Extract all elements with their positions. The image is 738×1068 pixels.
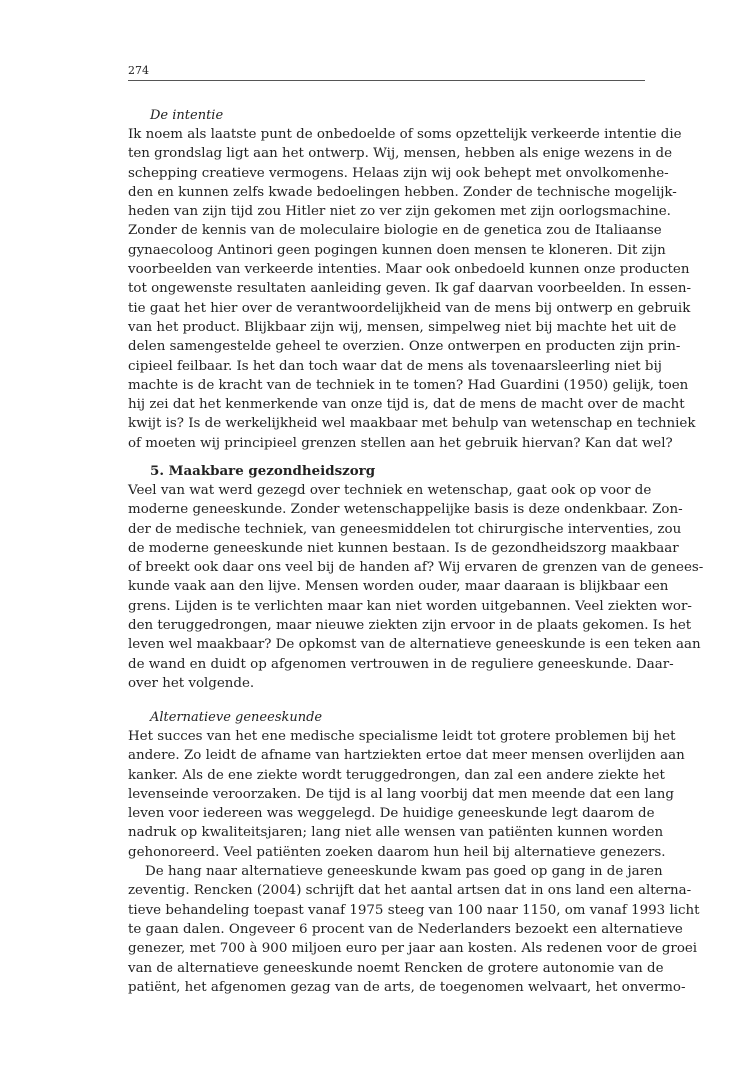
text-line: grens. Lijden is te verlichten maar kan niet worden uitgebannen. Veel ziekten wor-: [128, 598, 692, 614]
text-line: den en kunnen zelfs kwade bedoelingen hebben. Zonder de technische mogelijk-: [128, 184, 677, 200]
text-line: tieve behandeling toepast vanaf 1975 steeg van 100 naar 1150, om vanaf 1993 licht: [128, 902, 700, 918]
text-line: schepping creatieve vermogens. Helaas zijn wij ook behept met onvolkomenhe-: [128, 165, 669, 181]
text-line: of moeten wij principieel grenzen stellen aan het gebruik hiervan? Kan dat wel?: [128, 435, 673, 451]
text-line: cipieel feilbaar. Is het dan toch waar dat de mens als tovenaarsleerling niet bij: [128, 358, 662, 374]
text-line: gehonoreerd. Veel patiënten zoeken daarom hun heil bij alternatieve genezers.: [128, 844, 666, 860]
text-line: heden van zijn tijd zou Hitler niet zo ver zijn gekomen met zijn oorlogsmachine.: [128, 204, 671, 220]
text-line: levenseinde veroorzaken. De tijd is al lang voorbij dat men meende dat een lang: [128, 786, 674, 802]
text-line: van de alternatieve geneeskunde noemt Rencken de grotere autonomie van de: [128, 960, 664, 976]
paragraph: [128, 727, 700, 997]
text-line: Ik noem als laatste punt de onbedoelde of soms opzettelijk verkeerde intentie die: [128, 127, 682, 142]
text-line: over het volgende.: [128, 675, 255, 691]
text-line: kanker. Als de ene ziekte wordt teruggedrongen, dan zal een andere ziekte het: [128, 767, 665, 783]
text-line: machte is de kracht van de techniek in te tomen? Had Guardini (1950) gelijk, toen: [128, 377, 689, 393]
text-line: tie gaat het hier over de verantwoordelijkheid van de mens bij ontwerp en gebruik: [128, 300, 691, 316]
text-line: tot ongewenste resultaten aanleiding geven. Ik gaf daarvan voorbeelden. In essen-: [128, 281, 692, 297]
text-line: delen samengestelde geheel te overzien. Onze ontwerpen en producten zijn prin-: [128, 339, 681, 355]
text-line: der de medische techniek, van geneesmiddelen tot chirurgische interventies, zou: [128, 521, 682, 537]
section-heading: 5. Maakbare gezondheidszorg: [150, 463, 376, 479]
text-line: De hang naar alternatieve geneeskunde kwam pas goed op gang in de jaren: [128, 864, 663, 880]
text-line: andere. Zo leidt de afname van hartziekten ertoe dat meer mensen overlijden aan: [128, 748, 685, 764]
text-line: Het succes van het ene medische specialisme leidt tot grotere problemen bij het: [128, 729, 676, 744]
text-line: moderne geneeskunde. Zonder wetenschappelijke basis is deze ondenkbaar. Zon-: [128, 502, 683, 518]
text-line: voorbeelden van verkeerde intenties. Maar ook onbedoeld kunnen onze producten: [128, 262, 690, 278]
text-line: leven wel maakbaar? De opkomst van de alternatieve geneeskunde is een teken aan: [128, 637, 701, 653]
text-line: van het product. Blijkbaar zijn wij, mensen, simpelweg niet bij machte het uit de: [128, 319, 677, 335]
paragraph: [128, 125, 696, 453]
text-line: gynaecoloog Antinori geen pogingen kunnen doen mensen te kloneren. Dit zijn: [128, 242, 666, 258]
text-line: Zonder de kennis van de moleculaire biologie en de genetica zou de Italiaanse: [128, 223, 662, 239]
text-line: zeventig. Rencken (2004) schrijft dat het aantal artsen dat in ons land een alterna-: [128, 883, 692, 899]
text-line: genezer, met 700 à 900 miljoen euro per jaar aan kosten. Als redenen voor de groei: [128, 941, 698, 957]
paragraph: [128, 481, 704, 693]
text-line: of breekt ook daar ons veel bij de handen af? Wij ervaren de grenzen van de genees-: [128, 560, 704, 576]
section-alternatieve-geneeskunde: [128, 708, 700, 997]
section-heading: De intentie: [150, 108, 224, 123]
text-line: kunde vaak aan den lijve. Mensen worden ouder, maar daaraan is blijkbaar een: [128, 579, 669, 595]
running-header: [128, 62, 645, 81]
text-line: hij zei dat het kenmerkende van onze tijd is, dat de mens de macht over de macht: [128, 397, 685, 413]
text-line: leven voor iedereen was weggelegd. De huidige geneeskunde legt daarom de: [128, 806, 655, 822]
section-de-intentie: [128, 106, 696, 453]
page-number: 274: [128, 64, 149, 77]
text-line: te gaan dalen. Ongeveer 6 procent van de Nederlanders bezoekt een alternatieve: [128, 921, 683, 937]
text-line: ten grondslag ligt aan het ontwerp. Wij, mensen, hebben als enige wezens in de: [128, 146, 673, 162]
text-line: nadruk op kwaliteitsjaren; lang niet alle wensen van patiënten kunnen worden: [128, 825, 664, 841]
text-line: de moderne geneeskunde niet kunnen bestaan. Is de gezondheidszorg maakbaar: [128, 540, 679, 556]
section-heading: Alternatieve geneeskunde: [150, 710, 323, 725]
text-line: patiënt, het afgenomen gezag van de arts, de toegenomen welvaart, het onvermo-: [128, 979, 686, 995]
text-line: den teruggedrongen, maar nieuwe ziekten zijn ervoor in de plaats gekomen. Is het: [128, 618, 692, 634]
text-line: Veel van wat werd gezegd over techniek en wetenschap, gaat ook op voor de: [128, 483, 652, 498]
text-line: de wand en duidt op afgenomen vertrouwen in de reguliere geneeskunde. Daar-: [128, 656, 674, 672]
section-maakbare-gezondheidszorg: [128, 462, 704, 693]
text-line: kwijt is? Is de werkelijkheid wel maakbaar met behulp van wetenschap en techniek: [128, 416, 696, 432]
